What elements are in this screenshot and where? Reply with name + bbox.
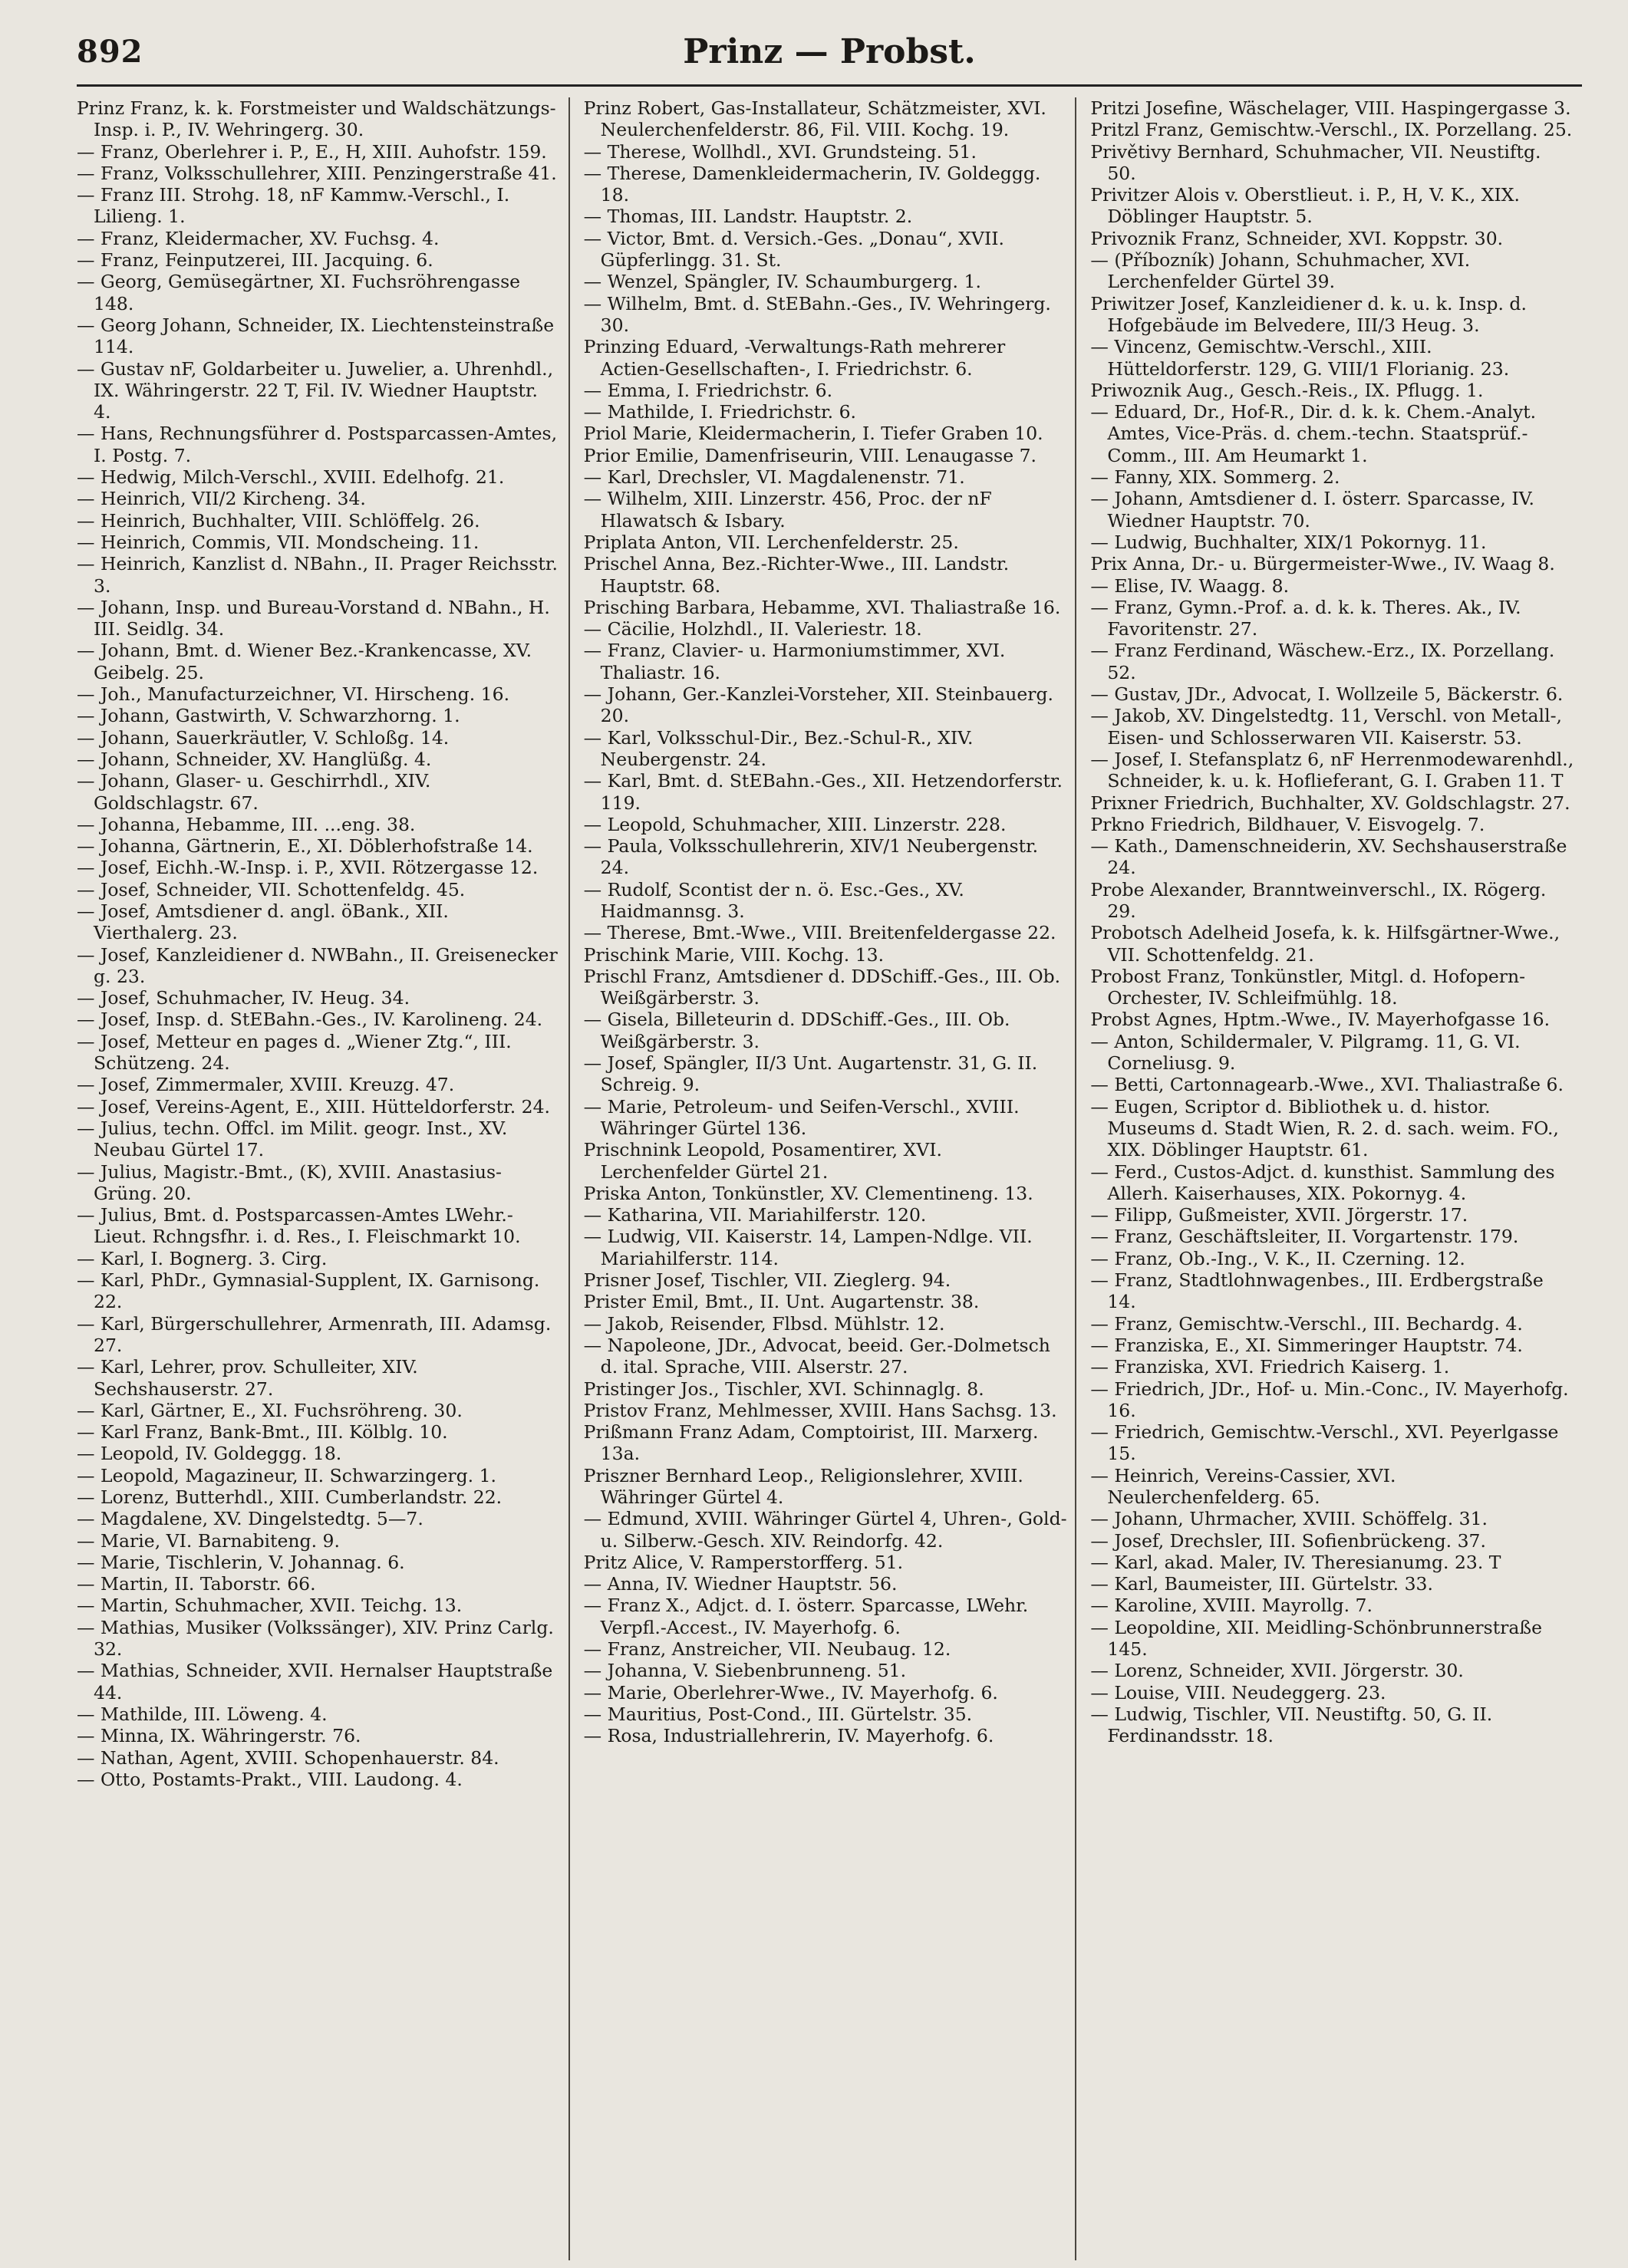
directory-entry: — Eduard, Dr., Hof-R., Dir. d. k. k. Chem.-Analyt. Amtes, Vice-Präs. d. chem.-techn. Staatsprüf.-Comm., III. Am Heumarkt 1. <box>1090 401 1537 466</box>
directory-entry: — Karl, Bürgerschullehrer, Armenrath, III. Adamsg. 27. <box>77 1312 552 1356</box>
directory-entry: — Karoline, XVIII. Mayrollg. 7. <box>1090 1595 1373 1617</box>
directory-entry: — Karl, PhDr., Gymnasial-Supplent, IX. Garnisong. 22. <box>77 1269 540 1313</box>
directory-entry: — Napoleone, JDr., Advocat, beeid. Ger.-Dolmetsch d. ital. Sprache, VIII. Alserstr. 27. <box>583 1334 1050 1378</box>
directory-entry: — Johann, Insp. und Bureau-Vorstand d. NBahn., H. III. Seidlg. 34. <box>77 596 550 640</box>
directory-entry: Prinz Robert, Gas-Installateur, Schätzmeister, XVI. Neulerchenfelderstr. 86, Fil. VIII. Kochg. 19. <box>583 97 1046 141</box>
directory-entry: — Franz, Anstreicher, VII. Neubaug. 12. <box>583 1638 951 1661</box>
directory-entry: — Mathilde, III. Löweng. 4. <box>77 1703 328 1725</box>
directory-entry: — Heinrich, Buchhalter, VIII. Schlöffelg. 26. <box>77 509 480 532</box>
directory-entry: — Elise, IV. Waagg. 8. <box>1090 574 1290 597</box>
directory-entry: — Josef, Insp. d. StEBahn.-Ges., IV. Karolineng. 24. <box>77 1009 543 1031</box>
directory-entry: — Franz X., Adjct. d. I. österr. Sparcasse, LWehr. Verpfl.-Accest., IV. Mayerhofg. 6. <box>583 1595 1029 1638</box>
directory-entry: — Mauritius, Post-Cond., III. Gürtelstr. 35. <box>583 1703 973 1725</box>
directory-entry: Pristinger Jos., Tischler, XVI. Schinnaglg. 8. <box>583 1378 984 1400</box>
directory-entry: — Josef, Drechsler, III. Sofienbrückeng. 37. <box>1090 1529 1486 1552</box>
directory-entry: Privitzer Alois v. Oberstlieut. i. P., H, V. K., XIX. Döblinger Hauptstr. 5. <box>1090 184 1520 228</box>
directory-entry: — Johann, Ger.-Kanzlei-Vorsteher, XII. Steinbauerg. 20. <box>583 683 1053 727</box>
directory-entry: — Georg Johann, Schneider, IX. Liechtensteinstraße 114. <box>77 314 555 358</box>
directory-entry: — Heinrich, Vereins-Cassier, XVI. Neulerchenfelderg. 65. <box>1090 1464 1396 1508</box>
directory-entry: Priol Marie, Kleidermacherin, I. Tiefer Graben 10. <box>583 423 1043 445</box>
directory-entry: — Fanny, XIX. Sommerg. 2. <box>1090 466 1340 489</box>
directory-entry: — Franz Ferdinand, Wäschew.-Erz., IX. Porzellang. 52. <box>1090 640 1555 683</box>
directory-entry: — Lorenz, Schneider, XVII. Jörgerstr. 30. <box>1090 1660 1464 1682</box>
directory-entry: — Kath., Damenschneiderin, XV. Sechshauserstraße 24. <box>1090 835 1567 879</box>
directory-entry: — Josef, Vereins-Agent, E., XIII. Hütteldorferstr. 24. <box>77 1095 551 1118</box>
directory-entry: — Mathilde, I. Friedrichstr. 6. <box>583 401 857 423</box>
directory-entry: — Leopold, Schuhmacher, XIII. Linzerstr. 228. <box>583 813 1007 835</box>
directory-entry: — Wilhelm, XIII. Linzerstr. 456, Proc. der nF Hlawatsch & Isbary. <box>583 488 992 532</box>
directory-entry: Privětivy Bernhard, Schuhmacher, VII. Neustiftg. 50. <box>1090 140 1541 184</box>
directory-entry: — Josef, Schuhmacher, IV. Heug. 34. <box>77 987 410 1009</box>
directory-entry: — Johanna, Gärtnerin, E., XI. Döblerhofstraße 14. <box>77 835 533 857</box>
directory-entry: — Julius, techn. Offcl. im Milit. geogr. Inst., XV. Neubau Gürtel 17. <box>77 1117 508 1161</box>
directory-entry: — Marie, Oberlehrer-Wwe., IV. Mayerhofg. 6. <box>583 1681 998 1703</box>
directory-entry: — Martin, II. Taborstr. 66. <box>77 1573 316 1595</box>
directory-entry: — Karl, Gärtner, E., XI. Fuchsröhreng. 30. <box>77 1399 463 1421</box>
directory-entry: — Karl, Lehrer, prov. Schulleiter, XIV. Sechshauserstr. 27. <box>77 1356 418 1400</box>
directory-entry: — Johann, Bmt. d. Wiener Bez.-Krankencasse, XV. Geibelg. 25. <box>77 640 532 683</box>
directory-entry: — Eugen, Scriptor d. Bibliothek u. d. histor. Museums d. Stadt Wien, R. 2. d. sach. weim. FO., XIX. Döblinger Hauptstr. 61. <box>1090 1095 1559 1161</box>
directory-entry: — Karl Franz, Bank-Bmt., III. Kölblg. 10. <box>77 1421 448 1443</box>
directory-entry: Prister Emil, Bmt., II. Unt. Augartenstr. 38. <box>583 1291 980 1313</box>
directory-entry: — Heinrich, Commis, VII. Mondscheing. 11. <box>77 531 480 553</box>
directory-entry: — Emma, I. Friedrichstr. 6. <box>583 379 833 401</box>
directory-entry: Prinz Franz, k. k. Forstmeister und Waldschätzungs-Insp. i. P., IV. Wehringerg. 30. <box>77 97 556 141</box>
directory-entry: — Franz III. Strohg. 18, nF Kammw.-Verschl., I. Lilieng. 1. <box>77 184 510 228</box>
directory-entry: — Johanna, V. Siebenbrunneng. 51. <box>583 1660 907 1682</box>
directory-entry: — Therese, Damenkleidermacherin, IV. Goldeggg. 18. <box>583 162 1041 206</box>
directory-entry: Prixner Friedrich, Buchhalter, XV. Goldschlagstr. 27. <box>1090 792 1570 814</box>
directory-entry: — Gustav, JDr., Advocat, I. Wollzeile 5, Bäckerstr. 6. <box>1090 683 1564 706</box>
directory-entry: — Victor, Bmt. d. Versich.-Ges. „Donau“, XVII. Güpferlingg. 31. St. <box>583 227 1005 272</box>
directory-entry: — Johann, Sauerkräutler, V. Schloßg. 14. <box>77 726 450 749</box>
directory-entry: Privoznik Franz, Schneider, XVI. Koppstr. 30. <box>1090 227 1504 249</box>
directory-entry: — Franz, Kleidermacher, XV. Fuchsg. 4. <box>77 227 440 249</box>
directory-entry: Prisching Barbara, Hebamme, XVI. Thaliastraße 16. <box>583 596 1061 618</box>
directory-entry: — Heinrich, VII/2 Kircheng. 34. <box>77 488 366 510</box>
directory-entry: — Heinrich, Kanzlist d. NBahn., II. Prager Reichsstr. 3. <box>77 553 558 597</box>
directory-entry: — Anna, IV. Wiedner Hauptstr. 56. <box>583 1573 898 1595</box>
directory-entry: — Franz, Gemischtw.-Verschl., III. Bechardg. 4. <box>1090 1312 1523 1335</box>
directory-entry: — Franziska, XVI. Friedrich Kaiserg. 1. <box>1090 1356 1450 1378</box>
directory-entry: — Minna, IX. Währingerstr. 76. <box>77 1725 361 1747</box>
directory-entry: — Ludwig, VII. Kaiserstr. 14, Lampen-Ndlge. VII. Mariahilferstr. 114. <box>583 1226 1033 1269</box>
directory-entry: — Jakob, XV. Dingelstedtg. 11, Verschl. von Metall-, Eisen- und Schlosserwaren VII. Kaiserstr. 53. <box>1090 705 1562 749</box>
directory-entry: — Josef, I. Stefansplatz 6, nF Herrenmodewarenhdl., Schneider, k. u. k. Hoflieferant, G. I. Graben 11. T <box>1090 748 1574 792</box>
directory-entry: — Katharina, VII. Mariahilferstr. 120. <box>583 1204 927 1226</box>
directory-column-1 <box>77 97 570 2260</box>
directory-entry: — Cäcilie, Holzhdl., II. Valeriestr. 18. <box>583 618 922 640</box>
directory-entry: Prischl Franz, Amtsdiener d. DDSchiff.-Ges., III. Ob. Weißgärberstr. 3. <box>583 965 1061 1009</box>
directory-entry: — Franz, Clavier- u. Harmoniumstimmer, XVI. Thaliastr. 16. <box>583 640 1006 683</box>
directory-entry: — Josef, Metteur en pages d. „Wiener Ztg.“, III. Schützeng. 24. <box>77 1030 512 1075</box>
page-header <box>77 31 1582 87</box>
directory-entry: — Joh., Manufacturzeichner, VI. Hirscheng. 16. <box>77 683 510 706</box>
directory-entry: Prkno Friedrich, Bildhauer, V. Eisvogelg. 7. <box>1090 813 1485 835</box>
directory-entry: Prior Emilie, Damenfriseurin, VIII. Lenaugasse 7. <box>583 444 1036 466</box>
directory-entry: — Gustav nF, Goldarbeiter u. Juwelier, a. Uhrenhdl., IX. Währingerstr. 22 T, Fil. IV. Wiedner Hauptstr. 4. <box>77 357 554 423</box>
directory-entry: — Franz, Feinputzerei, III. Jacquing. 6. <box>77 249 433 272</box>
directory-entry: Priplata Anton, VII. Lerchenfelderstr. 25. <box>583 531 959 553</box>
directory-entry: — Therese, Bmt.-Wwe., VIII. Breitenfeldergasse 22. <box>583 922 1056 944</box>
directory-entry: — Wenzel, Spängler, IV. Schaumburgerg. 1. <box>583 271 981 293</box>
directory-entry: — Edmund, XVIII. Währinger Gürtel 4, Uhren-, Gold- u. Silberw.-Gesch. XIV. Reindorfg. 42. <box>583 1508 1067 1552</box>
directory-entry: — Johann, Gastwirth, V. Schwarzhorng. 1. <box>77 705 460 727</box>
directory-entry: — Josef, Kanzleidiener d. NWBahn., II. Greisenecker g. 23. <box>77 943 558 987</box>
directory-entry: — Franz, Stadtlohnwagenbes., III. Erdbergstraße 14. <box>1090 1269 1544 1313</box>
directory-entry: — Josef, Schneider, VII. Schottenfeldg. 45. <box>77 878 466 900</box>
directory-entry: Probst Agnes, Hptm.-Wwe., IV. Mayerhofgasse 16. <box>1090 1009 1551 1031</box>
directory-entry: — Karl, Baumeister, III. Gürtelstr. 33. <box>1090 1573 1433 1595</box>
directory-entry: — Josef, Amtsdiener d. angl. öBank., XII. Vierthalerg. 23. <box>77 900 449 944</box>
directory-entry: — Johanna, Hebamme, III. ...eng. 38. <box>77 813 416 835</box>
directory-entry: — Franz, Gymn.-Prof. a. d. k. k. Theres. Ak., IV. Favoritenstr. 27. <box>1090 596 1521 640</box>
directory-entry: — Paula, Volksschullehrerin, XIV/1 Neubergenstr. 24. <box>583 835 1039 879</box>
directory-column-3 <box>1090 97 1582 2260</box>
directory-entry: Prischel Anna, Bez.-Richter-Wwe., III. Landstr. Hauptstr. 68. <box>583 553 1010 597</box>
directory-entry: — Karl, akad. Maler, IV. Theresianumg. 23. T <box>1090 1551 1501 1573</box>
directory-entry: Probotsch Adelheid Josefa, k. k. Hilfsgärtner-Wwe., VII. Schottenfeldg. 21. <box>1090 922 1560 966</box>
directory-entry: — Johann, Schneider, XV. Hanglüßg. 4. <box>77 748 432 770</box>
directory-entry: Probe Alexander, Branntweinverschl., IX. Rögerg. 29. <box>1090 878 1547 922</box>
directory-entry: Probost Franz, Tonkünstler, Mitgl. d. Hofopern-Orchester, IV. Schleifmühlg. 18. <box>1090 965 1526 1009</box>
directory-entry: — Therese, Wollhdl., XVI. Grundsteing. 51. <box>583 140 977 163</box>
directory-entry: Pritz Alice, V. Ramperstorfferg. 51. <box>583 1551 904 1573</box>
directory-entry: — Thomas, III. Landstr. Hauptstr. 2. <box>583 206 913 228</box>
directory-entry: — Julius, Bmt. d. Postsparcassen-Amtes LWehr.-Lieut. Rchngsfhr. i. d. Res., I. Fleischmarkt 10. <box>77 1204 521 1248</box>
directory-entry: — Friedrich, JDr., Hof- u. Min.-Conc., IV. Mayerhofg. 16. <box>1090 1378 1569 1421</box>
directory-entry: — Ludwig, Buchhalter, XIX/1 Pokornyg. 11. <box>1090 531 1487 553</box>
directory-entry: Pritzl Franz, Gemischtw.-Verschl., IX. Porzellang. 25. <box>1090 119 1573 141</box>
directory-entry: Prischink Marie, VIII. Kochg. 13. <box>583 943 885 966</box>
directory-entry: — Karl, I. Bognerg. 3. Cirg. <box>77 1247 328 1269</box>
directory-entry: — Franziska, E., XI. Simmeringer Hauptstr. 74. <box>1090 1334 1523 1356</box>
directory-entry: Prix Anna, Dr.- u. Bürgermeister-Wwe., IV. Waag 8. <box>1090 553 1555 575</box>
directory-entry: — Lorenz, Butterhdl., XIII. Cumberlandstr. 22. <box>77 1486 503 1508</box>
directory-entry: — Otto, Postamts-Prakt., VIII. Laudong. 4. <box>77 1768 463 1790</box>
directory-entry: Pristov Franz, Mehlmesser, XVIII. Hans Sachsg. 13. <box>583 1399 1057 1421</box>
directory-entry: — Jakob, Reisender, Flbsd. Mühlstr. 12. <box>583 1312 945 1335</box>
directory-entry: — Josef, Zimmermaler, XVIII. Kreuzg. 47. <box>77 1074 455 1096</box>
directory-entry: — Franz, Geschäftsleiter, II. Vorgartenstr. 179. <box>1090 1226 1519 1248</box>
directory-entry: — Vincenz, Gemischtw.-Verschl., XIII. Hütteldorferstr. 129, G. VIII/1 Florianig. 23. <box>1090 336 1510 380</box>
directory-entry: — Hans, Rechnungsführer d. Postsparcassen-Amtes, I. Postg. 7. <box>77 423 558 466</box>
directory-entry: — Mathias, Schneider, XVII. Hernalser Hauptstraße 44. <box>77 1660 553 1703</box>
directory-entry: Pritzi Josefine, Wäschelager, VIII. Haspingergasse 3. <box>1090 97 1571 119</box>
directory-entry: — Filipp, Gußmeister, XVII. Jörgerstr. 17. <box>1090 1204 1468 1226</box>
directory-entry: Prißmann Franz Adam, Comptoirist, III. Marxerg. 13a. <box>583 1421 1039 1465</box>
directory-columns <box>77 97 1582 2260</box>
directory-entry: — Franz, Volksschullehrer, XIII. Penzingerstraße 41. <box>77 162 557 184</box>
directory-entry: — Leopold, IV. Goldeggg. 18. <box>77 1443 342 1465</box>
directory-entry: Prinzing Eduard, -Verwaltungs-Rath mehrerer Actien-Gesellschaften-, I. Friedrichstr. 6. <box>583 336 1006 380</box>
directory-entry: — Julius, Magistr.-Bmt., (K), XVIII. Anastasius-Grüng. 20. <box>77 1160 502 1204</box>
directory-entry: — Leopoldine, XII. Meidling-Schönbrunnerstraße 145. <box>1090 1616 1542 1661</box>
directory-entry: — Karl, Volksschul-Dir., Bez.-Schul-R., XIV. Neubergenstr. 24. <box>583 726 974 770</box>
directory-entry: — Marie, Petroleum- und Seifen-Verschl., XVIII. Währinger Gürtel 136. <box>583 1095 1020 1139</box>
directory-entry: — Marie, Tischlerin, V. Johannag. 6. <box>77 1551 405 1573</box>
directory-entry: — Johann, Glaser- u. Geschirrhdl., XIV. Goldschlagstr. 67. <box>77 770 431 814</box>
directory-entry: — Leopold, Magazineur, II. Schwarzingerg. 1. <box>77 1464 496 1486</box>
directory-entry: — Wilhelm, Bmt. d. StEBahn.-Ges., IV. Wehringerg. 30. <box>583 292 1051 336</box>
directory-entry: Priszner Bernhard Leop., Religionslehrer, XVIII. Währinger Gürtel 4. <box>583 1464 1023 1508</box>
directory-entry: — Magdalene, XV. Dingelstedtg. 5—7. <box>77 1508 423 1530</box>
directory-entry: — Louise, VIII. Neudeggerg. 23. <box>1090 1681 1386 1703</box>
directory-entry: Priwoznik Aug., Gesch.-Reis., IX. Pflugg. 1. <box>1090 379 1484 401</box>
directory-entry: — Hedwig, Milch-Verschl., XVIII. Edelhofg. 21. <box>77 466 505 489</box>
directory-entry: — Friedrich, Gemischtw.-Verschl., XVI. Peyerlgasse 15. <box>1090 1421 1559 1465</box>
directory-entry: Prischnink Leopold, Posamentirer, XVI. Lerchenfelder Gürtel 21. <box>583 1139 942 1183</box>
directory-entry: — Nathan, Agent, XVIII. Schopenhauerstr. 84. <box>77 1746 499 1769</box>
directory-entry: — Karl, Drechsler, VI. Magdalenenstr. 71. <box>583 466 965 489</box>
directory-entry: Priska Anton, Tonkünstler, XV. Clementineng. 13. <box>583 1182 1033 1204</box>
page-title: Prinz — Probst. <box>683 32 976 71</box>
directory-entry: — Betti, Cartonnagearb.-Wwe., XVI. Thaliastraße 6. <box>1090 1074 1564 1096</box>
directory-column-2 <box>584 97 1077 2260</box>
directory-entry: — Josef, Spängler, II/3 Unt. Augartenstr. 31, G. II. Schreig. 9. <box>583 1052 1038 1096</box>
directory-entry: — Karl, Bmt. d. StEBahn.-Ges., XII. Hetzendorferstr. 119. <box>583 770 1063 814</box>
directory-entry: — Johann, Uhrmacher, XVIII. Schöffelg. 31. <box>1090 1508 1488 1530</box>
directory-entry: — Franz, Ob.-Ing., V. K., II. Czerning. 12. <box>1090 1247 1465 1269</box>
directory-entry: — Marie, VI. Barnabiteng. 9. <box>77 1529 340 1552</box>
directory-entry: — Ferd., Custos-Adjct. d. kunsthist. Sammlung des Allerh. Kaiserhauses, XIX. Pokornyg. 4. <box>1090 1160 1555 1204</box>
directory-entry: Priwitzer Josef, Kanzleidiener d. k. u. k. Insp. d. Hofgebäude im Belvedere, III/3 Heug. 3. <box>1090 292 1527 336</box>
directory-entry: — Martin, Schuhmacher, XVII. Teichg. 13. <box>77 1595 463 1617</box>
directory-entry: — Mathias, Musiker (Volkssänger), XIV. Prinz Carlg. 32. <box>77 1616 554 1661</box>
directory-entry: — Gisela, Billeteurin d. DDSchiff.-Ges., III. Ob. Weißgärberstr. 3. <box>583 1009 1010 1052</box>
page-number: 892 <box>77 34 143 70</box>
directory-entry: — Rosa, Industriallehrerin, IV. Mayerhofg. 6. <box>583 1725 994 1747</box>
directory-entry: — Rudolf, Scontist der n. ö. Esc.-Ges., XV. Haidmannsg. 3. <box>583 878 964 922</box>
directory-entry: — Georg, Gemüsegärtner, XI. Fuchsröhrengasse 148. <box>77 271 521 314</box>
directory-entry: — Franz, Oberlehrer i. P., E., H, XIII. Auhofstr. 159. <box>77 140 547 163</box>
directory-entry: — Ludwig, Tischler, VII. Neustiftg. 50, G. II. Ferdinandsstr. 18. <box>1090 1703 1493 1747</box>
directory-entry: Prisner Josef, Tischler, VII. Zieglerg. 94. <box>583 1269 951 1292</box>
directory-entry: — Josef, Eichh.-W.-Insp. i. P., XVII. Rötzergasse 12. <box>77 857 539 879</box>
directory-entry: — Johann, Amtsdiener d. I. österr. Sparcasse, IV. Wiedner Hauptstr. 70. <box>1090 488 1534 532</box>
directory-entry: — (Příbozník) Johann, Schuhmacher, XVI. Lerchenfelder Gürtel 39. <box>1090 249 1471 293</box>
directory-entry: — Anton, Schildermaler, V. Pilgramg. 11, G. VI. Corneliusg. 9. <box>1090 1030 1521 1075</box>
